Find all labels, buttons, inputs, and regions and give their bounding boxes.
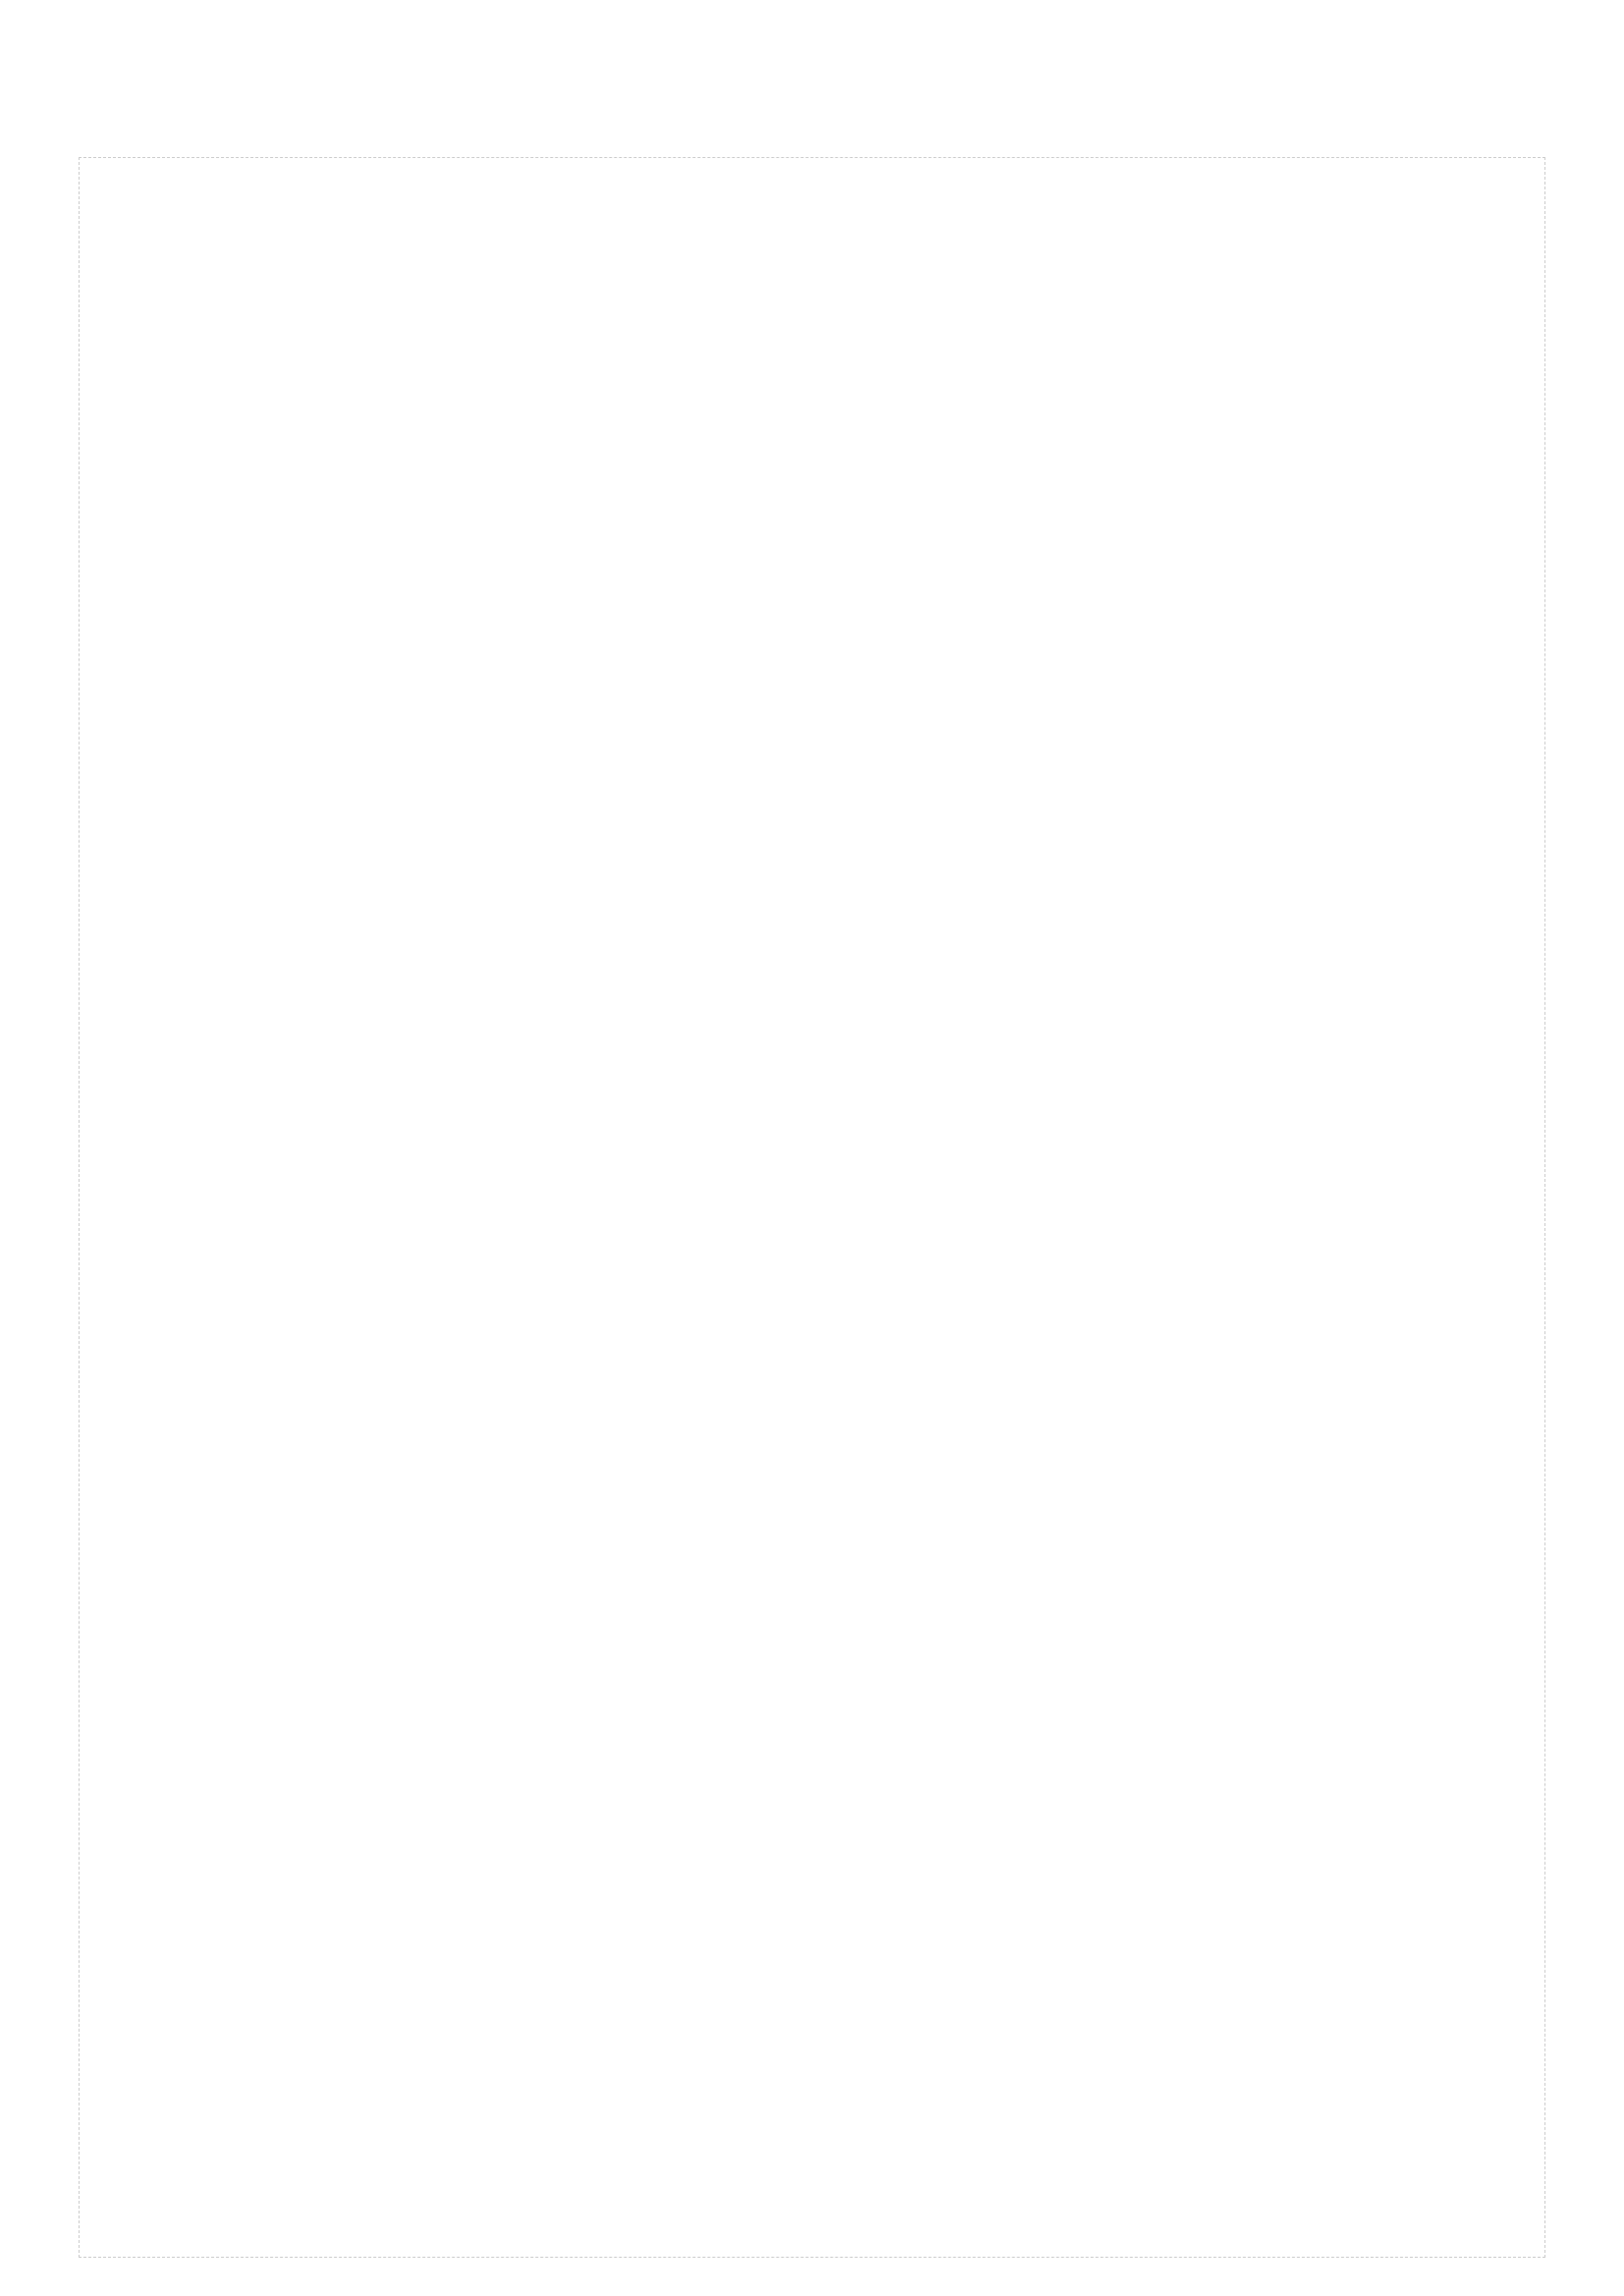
- content-area: [79, 157, 1545, 2258]
- page-title: [79, 79, 1545, 118]
